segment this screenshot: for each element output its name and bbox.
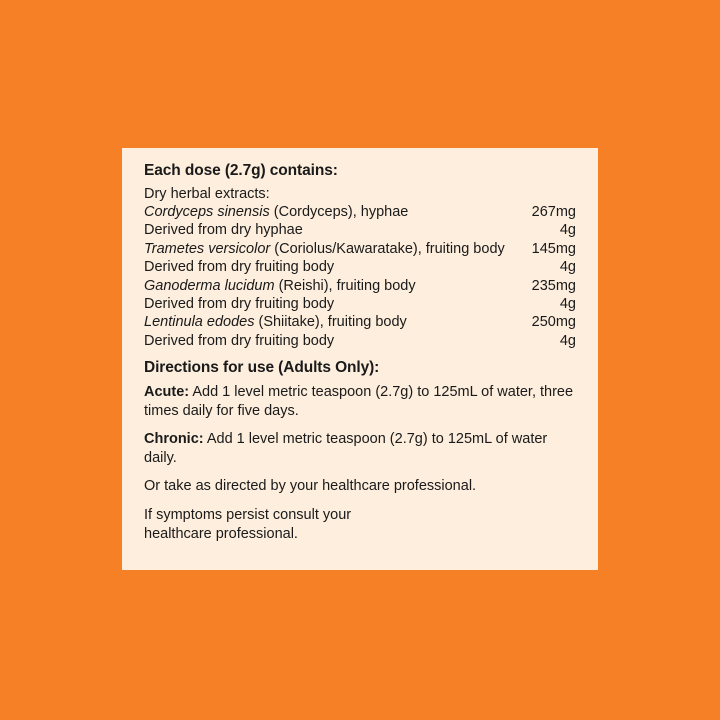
ingredient-common-name: (Cordyceps), hyphae (269, 204, 409, 220)
ingredient-common-name: (Coriolus/Kawaratake), fruiting body (270, 240, 505, 257)
table-row (144, 332, 576, 350)
ingredient-latin-name: Trametes versicolor (144, 240, 271, 257)
ingredient-derived-label: Derived from dry fruiting body (144, 296, 335, 313)
ingredient-common-name: (Reishi), fruiting body (274, 277, 416, 294)
extracts-subheading: Dry herbal extracts: (144, 186, 270, 202)
ingredient-derived-label: Derived from dry hyphae (144, 222, 303, 239)
ingredient-name (144, 240, 519, 258)
ingredient-derived-label: Derived from dry fruiting body (144, 259, 335, 276)
ingredient-amount: 235mg (531, 277, 576, 294)
ingredient-latin-name: Lentinula edodes (144, 314, 255, 331)
ingredient-latin-name: Ganoderma lucidum (144, 277, 275, 294)
directions-acute-text: Add 1 level metric teaspoon (2.7g) to 125mL of water, three times daily for five days. (144, 384, 574, 420)
table-row (144, 313, 576, 331)
directions-acute (144, 383, 576, 421)
alternative-directions-note: Or take as directed by your healthcare professional. (144, 478, 477, 495)
ingredient-amount: 267mg (531, 204, 576, 220)
warning-line-1: If symptoms persist consult your (144, 507, 352, 524)
ingredient-name (144, 203, 519, 221)
warning-text (144, 506, 576, 544)
table-row (144, 258, 576, 276)
nutrition-label-panel (122, 148, 598, 570)
ingredients-table (144, 203, 576, 350)
table-row (144, 203, 576, 221)
ingredient-derived-label: Derived from dry fruiting body (144, 332, 335, 349)
ingredient-amount: 145mg (531, 240, 576, 257)
ingredient-derived-amount: 4g (559, 259, 576, 276)
table-row (144, 240, 576, 258)
ingredient-name (144, 313, 519, 331)
ingredient-derived-amount: 4g (559, 222, 576, 239)
directions-chronic-text: Add 1 level metric teaspoon (2.7g) to 125mL of water daily. (144, 431, 548, 467)
ingredient-name (144, 277, 519, 295)
table-row (144, 221, 576, 239)
table-row (144, 295, 576, 313)
ingredient-latin-name: Cordyceps sinensis (144, 204, 270, 220)
ingredient-derived-amount: 4g (559, 296, 576, 313)
directions-heading: Directions for use (Adults Only): (144, 359, 380, 377)
ingredient-derived-amount: 4g (559, 332, 576, 349)
ingredient-common-name: (Shiitake), fruiting body (254, 314, 407, 331)
directions-chronic-label: Chronic: (144, 431, 204, 448)
ingredient-amount: 250mg (531, 314, 576, 331)
directions-acute-label: Acute: (144, 384, 190, 401)
warning-line-2: healthcare professional. (144, 526, 298, 543)
dose-heading: Each dose (2.7g) contains: (144, 162, 338, 179)
table-row (144, 277, 576, 295)
directions-chronic (144, 430, 576, 468)
